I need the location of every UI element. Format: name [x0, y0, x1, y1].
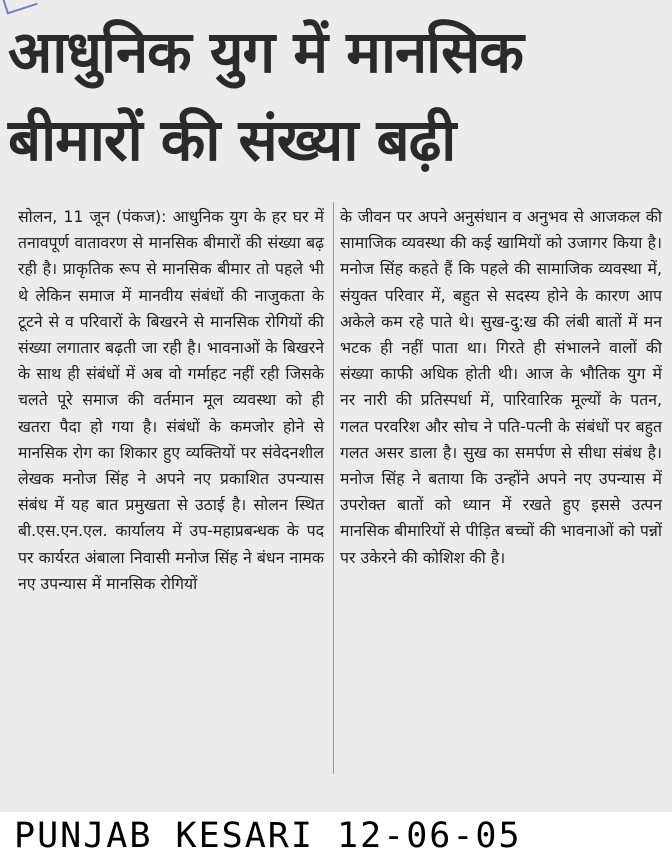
- article-column-2: के जीवन पर अपने अनुसंधान व अनुभव से आजकल की सामाजिक व्यवस्था की कई खामियों को उजागर किया है। मनोज सिंह कहते हैं कि पहले की सामाजिक व्यवस्था में, संयुक्त परिवार में, बहुत से सदस्य होने के कारण आप अकेले कम रहे पाते थे। सुख-दु:ख की लंबी बातों में मन भटक ही नहीं पाता था। गिरते ही संभालने वालों की संख्या काफी अधिक होती थी। आज के भौतिक युग में नर नारी की प्रतिस्पर्धा में, पारिवारिक मूल्यों के पतन, गलत परवरिश और सोच ने पति-पत्नी के संबंधों पर बहुत गलत असर डाला है। सुख का समर्पण से सीधा संबंध है। मनोज सिंह ने बताया कि उन्होंने अपने नए उपन्यास में उपरोक्त बातों को ध्यान में रखते हुए इससे उत्पन मानसिक बीमारियों से पीड़ित बच्चों की भावनाओं को पन्नों पर उकेरने की कोशिश की है।: [340, 207, 662, 567]
- article-body: [18, 204, 668, 784]
- article-headline: [8, 8, 664, 184]
- article-column-1: [18, 204, 324, 597]
- article-dateline: सोलन, 11 जून (पंकज):: [18, 207, 173, 226]
- headline-line-2: बीमारों की संख्या बढ़ी: [8, 106, 456, 174]
- headline-line-1: आधुनिक युग में मानसिक: [8, 18, 523, 86]
- source-attribution: PUNJAB KESARI 12-06-05: [14, 816, 522, 856]
- column-1-text: आधुनिक युग के हर घर में तनावपूर्ण वातावरण से मानसिक बीमारों की संख्या बढ़ रही है। प्राकृतिक रूप से मानसिक बीमार तो पहले भी थे लेकिन समाज में मानवीय संबंधों की नाजुकता के टूटने से व परिवारों के बिखरने से मानसिक रोगियों की संख्या लगातार बढ़ती जा रही है। भावनाओं के बिखरने के साथ ही संबंधों में अब वो गर्माहट नहीं रही जिसके चलते पूरे समाज की वर्तमान मूल व्यवस्था को ही खतरा पैदा हो गया है। संबंधों के कमजोर होने से मानसिक रोग का शिकार हुए व्यक्तियों पर संवेदनशील लेखक मनोज सिंह ने अपने नए प्रकाशित उपन्यास संबंध में यह बात प्रमुखता से उठाई है। सोलन स्थित बी.एस.एन.एल. कार्यालय में उप-महाप्रबन्धक के पद पर कार्यरत अंबाला निवासी मनोज सिंह ने बंधन नामक नए उपन्यास में मानसिक रोगियों: [18, 207, 324, 593]
